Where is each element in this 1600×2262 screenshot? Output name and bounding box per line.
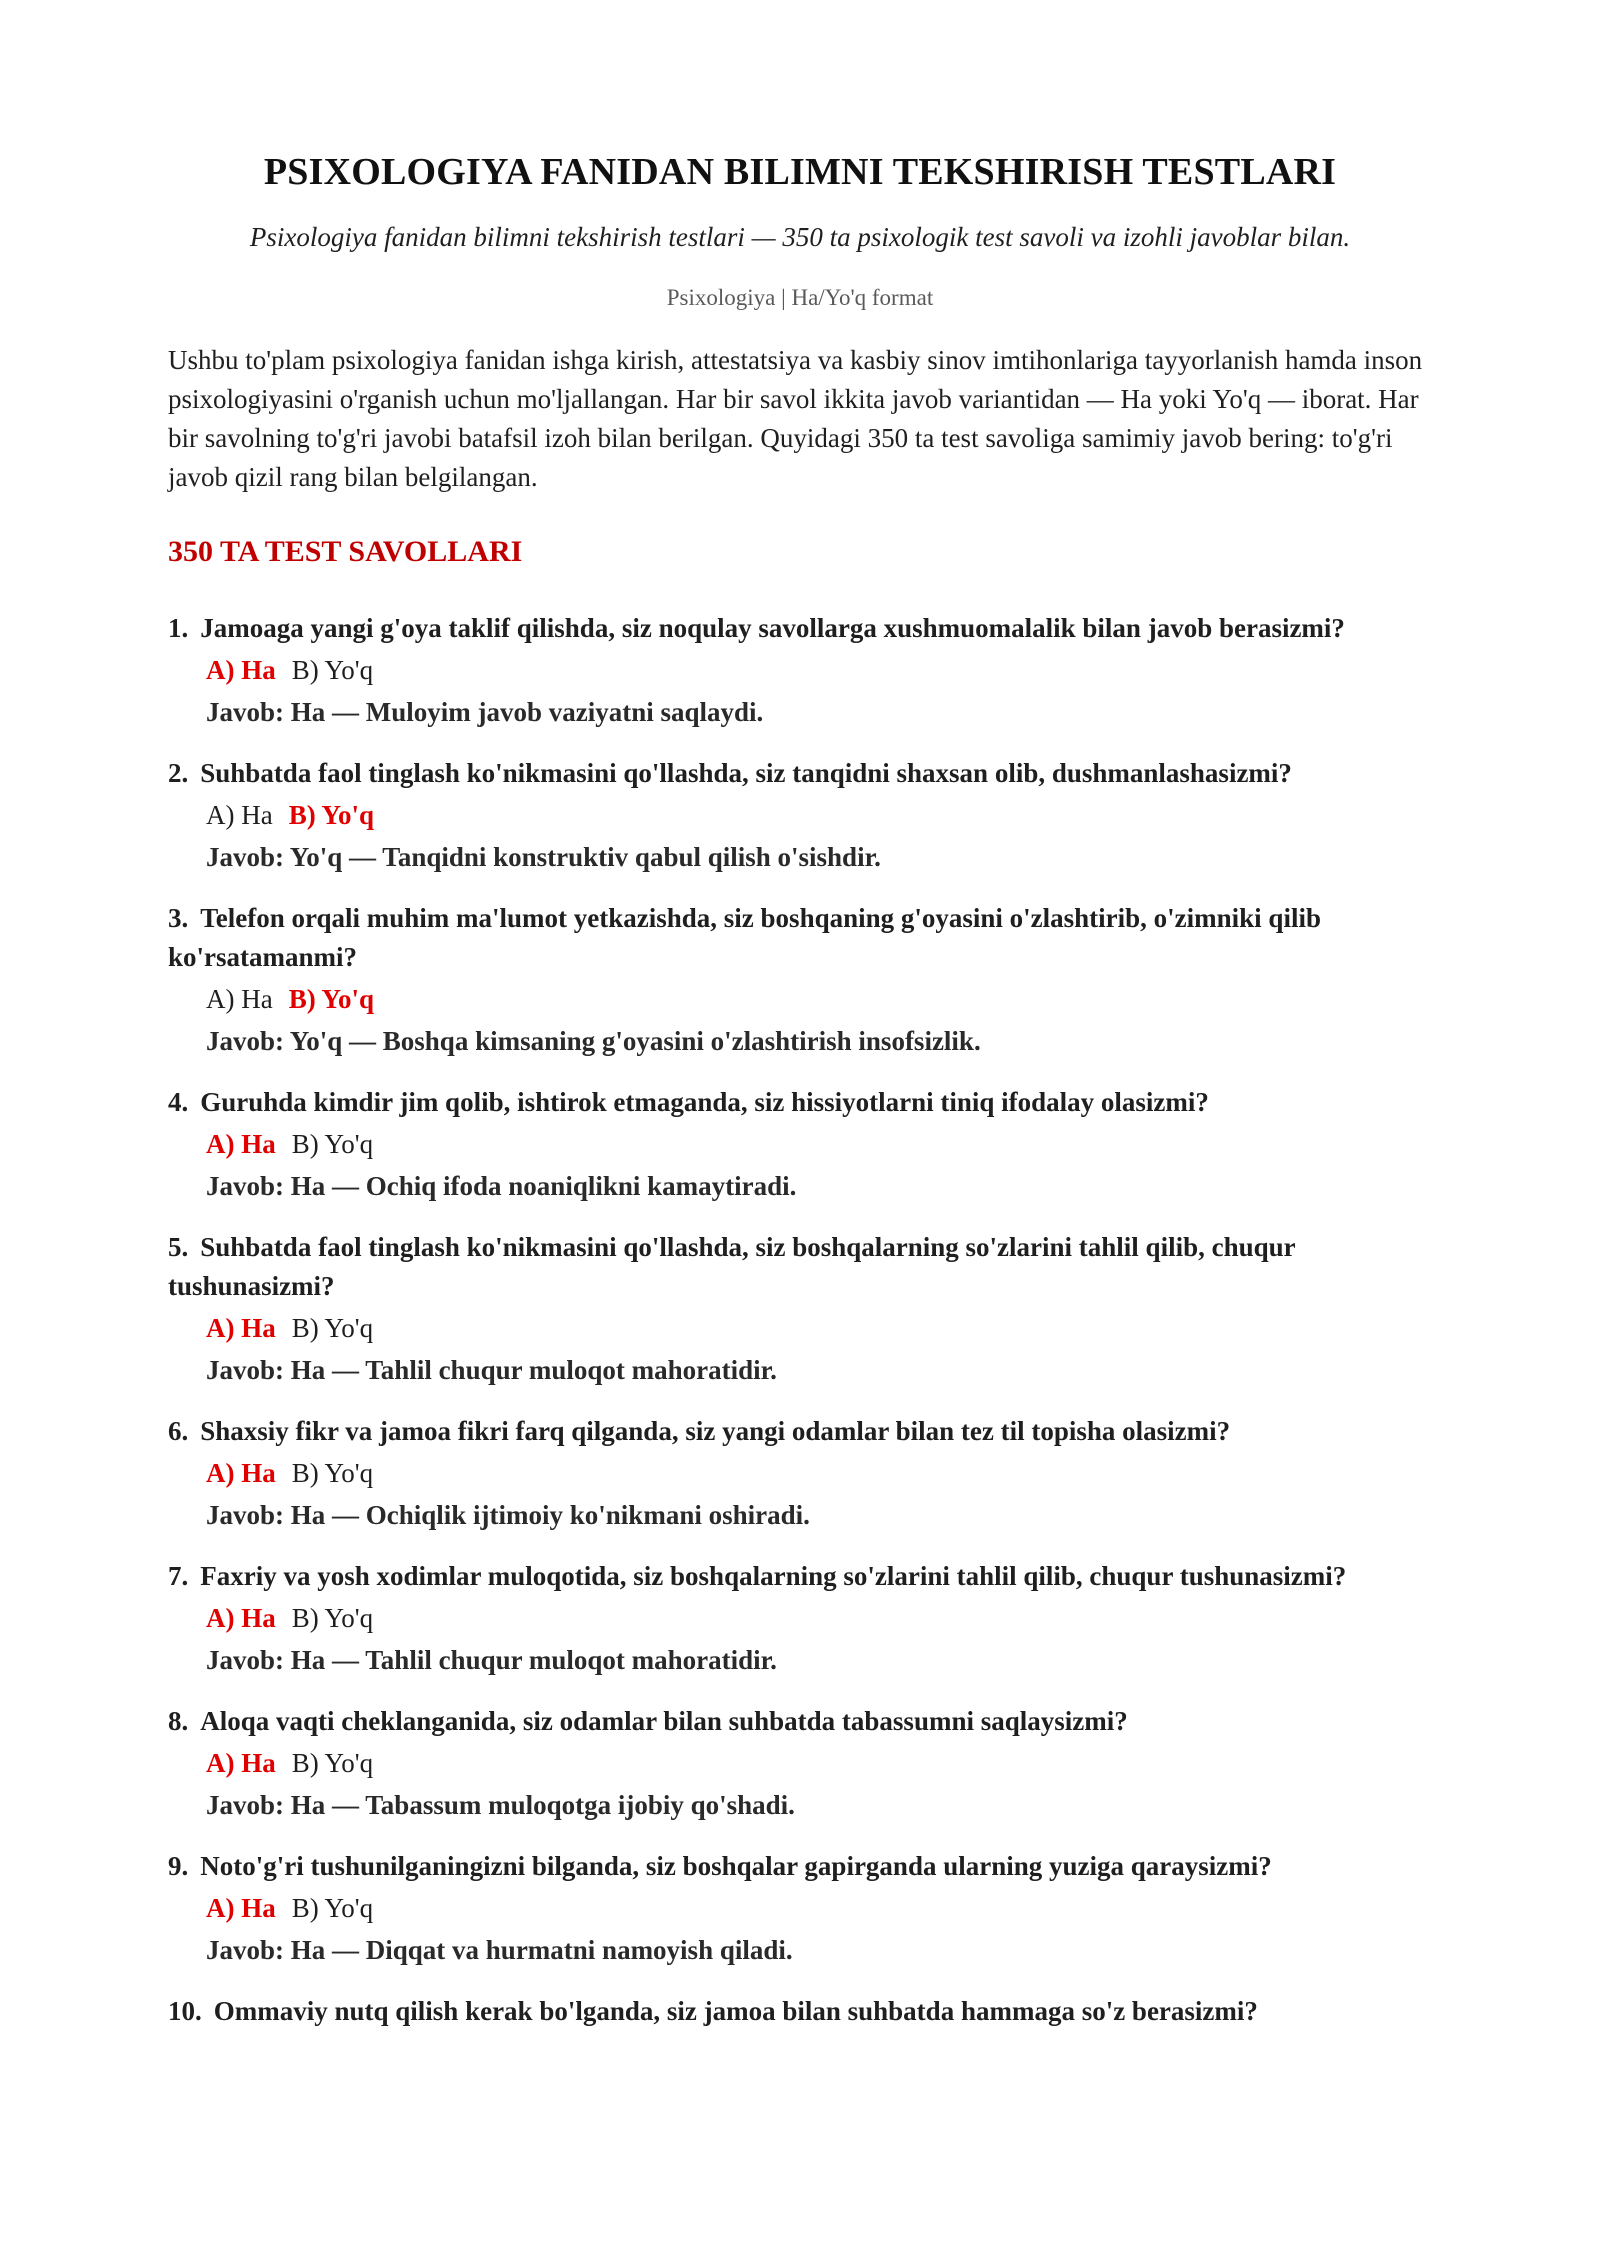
answer-options [206,980,1432,1019]
document-meta: Psixologiya | Ha/Yo'q format [666,285,934,310]
option-a: A) Ha [206,800,273,830]
answer-explanation: Javob: Ha — Diqqat va hurmatni namoyish qiladi. [206,1935,793,1965]
question-item [168,1083,1432,1206]
option-a: A) Ha [206,1603,276,1633]
question-label: Guruhda kimdir jim qolib, ishtirok etmaganda, siz hissiyotlarni tiniq ifodalay olasizmi? [200,1087,1209,1117]
answer-explanation: Javob: Ha — Tabassum muloqotga ijobiy qo'shadi. [206,1790,795,1820]
question-item [168,609,1432,732]
question-item [168,1412,1432,1535]
option-b: B) Yo'q [288,984,375,1014]
option-a: A) Ha [206,984,273,1014]
answer-options [206,1744,1432,1783]
section-heading: 350 TA TEST SAVOLLARI [168,535,523,568]
option-b: B) Yo'q [291,655,374,685]
answer-options [206,1599,1432,1638]
question-label: Ommaviy nutq qilish kerak bo'lganda, siz jamoa bilan suhbatda hammaga so'z berasizmi? [213,1996,1258,2026]
question-list [168,609,1432,2031]
option-b: B) Yo'q [291,1893,374,1923]
answer-options [206,1309,1432,1348]
question-number: 4. [168,1087,189,1117]
option-b: B) Yo'q [291,1313,374,1343]
question-label: Aloqa vaqti cheklanganida, siz odamlar bilan suhbatda tabassumni saqlaysizmi? [200,1706,1128,1736]
question-number: 7. [168,1561,189,1591]
question-number: 6. [168,1416,189,1446]
question-label: Jamoaga yangi g'oya taklif qilishda, siz noqulay savollarga xushmuomalalik bilan javob berasizmi? [200,613,1345,643]
answer-explanation: Javob: Ha — Tahlil chuqur muloqot mahoratidir. [206,1645,777,1675]
question-item [168,754,1432,877]
document-title: PSIXOLOGIYA FANIDAN BILIMNI TEKSHIRISH TESTLARI [263,151,1337,193]
option-a: A) Ha [206,1893,276,1923]
question-text [168,1702,1432,1741]
option-a: A) Ha [206,1458,276,1488]
question-text [168,899,1432,977]
option-a: A) Ha [206,1748,276,1778]
question-item [168,1557,1432,1680]
question-text [168,754,1432,793]
question-item [168,1992,1432,2031]
question-item [168,1847,1432,1970]
question-item [168,899,1432,1061]
option-b: B) Yo'q [291,1129,374,1159]
option-b: B) Yo'q [288,800,375,830]
option-b: B) Yo'q [291,1603,374,1633]
question-number: 2. [168,758,189,788]
question-number: 8. [168,1706,189,1736]
option-a: A) Ha [206,1129,276,1159]
question-number: 1. [168,613,189,643]
question-item [168,1228,1432,1390]
answer-explanation: Javob: Ha — Tahlil chuqur muloqot mahoratidir. [206,1355,777,1385]
question-text [168,1228,1432,1306]
question-label: Faxriy va yosh xodimlar muloqotida, siz boshqalarning so'zlarini tahlil qilib, chuqur tushunasizmi? [200,1561,1347,1591]
answer-explanation: Javob: Ha — Ochiq ifoda noaniqlikni kamaytiradi. [206,1171,797,1201]
question-number: 10. [168,1996,202,2026]
document-subtitle: Psixologiya fanidan bilimni tekshirish testlari — 350 ta psixologik test savoli va izohli javoblar bilan. [249,222,1351,252]
answer-explanation: Javob: Ha — Muloyim javob vaziyatni saqlaydi. [206,697,764,727]
question-label: Suhbatda faol tinglash ko'nikmasini qo'llashda, siz tanqidni shaxsan olib, dushmanlashasizmi? [200,758,1292,788]
answer-explanation: Javob: Ha — Ochiqlik ijtimoiy ko'nikmani oshiradi. [206,1500,810,1530]
answer-explanation: Javob: Yo'q — Boshqa kimsaning g'oyasini o'zlashtirish insofsizlik. [206,1026,981,1056]
question-text [168,1557,1432,1596]
intro-paragraph: Ushbu to'plam psixologiya fanidan ishga kirish, attestatsiya va kasbiy sinov imtihonlariga tayyorlanish hamda inson psixologiyasini o'rganish uchun mo'ljallangan. Har bir savol ikkita javob variantidan — Ha yoki Yo'q — iborat. Har bir savolning to'g'ri javobi batafsil izoh bilan berilgan. Quyidagi 350 ta test savoliga samimiy javob bering: to'g'ri javob qizil rang bilan belgilangan. [168,345,1423,492]
option-b: B) Yo'q [291,1748,374,1778]
question-number: 3. [168,903,189,933]
question-text [168,1412,1432,1451]
answer-options [206,651,1432,690]
answer-options [206,796,1432,835]
question-label: Telefon orqali muhim ma'lumot yetkazishda, siz boshqaning g'oyasini o'zlashtirib, o'zimniki qilib ko'rsatamanmi? [168,903,1321,972]
option-b: B) Yo'q [291,1458,374,1488]
option-a: A) Ha [206,655,276,685]
question-label: Suhbatda faol tinglash ko'nikmasini qo'llashda, siz boshqalarning so'zlarini tahlil qilib, chuqur tushunasizmi? [168,1232,1296,1301]
answer-options [206,1125,1432,1164]
question-text [168,609,1432,648]
question-label: Noto'g'ri tushunilganingizni bilganda, siz boshqalar gapirganda ularning yuziga qaraysizmi? [200,1851,1272,1881]
question-text [168,1847,1432,1886]
question-text [168,1083,1432,1122]
answer-options [206,1889,1432,1928]
question-label: Shaxsiy fikr va jamoa fikri farq qilganda, siz yangi odamlar bilan tez til topisha olasizmi? [200,1416,1231,1446]
option-a: A) Ha [206,1313,276,1343]
question-item [168,1702,1432,1825]
question-number: 9. [168,1851,189,1881]
answer-options [206,1454,1432,1493]
question-number: 5. [168,1232,189,1262]
answer-explanation: Javob: Yo'q — Tanqidni konstruktiv qabul qilish o'sishdir. [206,842,881,872]
question-text [168,1992,1432,2031]
